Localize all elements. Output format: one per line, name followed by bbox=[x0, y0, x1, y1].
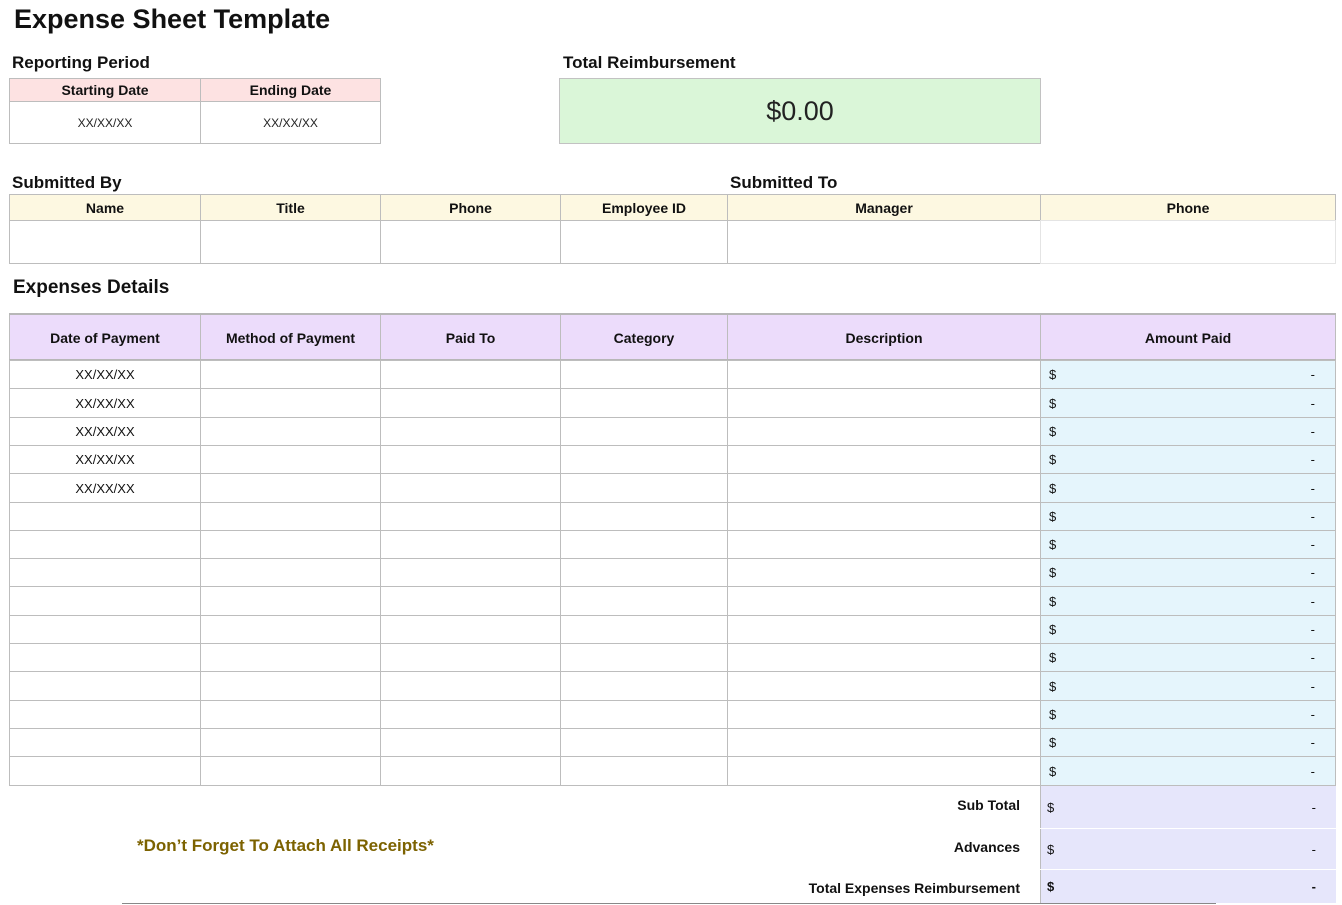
amount-value: - bbox=[1310, 537, 1315, 552]
sub-total-value: - bbox=[1311, 799, 1316, 815]
paid-to-cell[interactable] bbox=[380, 728, 561, 757]
amount-currency: $ bbox=[1049, 565, 1057, 580]
ending-date-field[interactable]: XX/XX/XX bbox=[200, 101, 381, 144]
date-of-payment-cell[interactable] bbox=[9, 530, 201, 559]
amount-currency: $ bbox=[1049, 593, 1057, 609]
bottom-divider bbox=[122, 903, 1216, 904]
paid-to-cell[interactable] bbox=[380, 445, 561, 474]
amount-value: - bbox=[1310, 480, 1315, 496]
description-cell[interactable] bbox=[727, 615, 1041, 644]
amount-currency: $ bbox=[1049, 622, 1057, 637]
description-cell[interactable] bbox=[727, 530, 1041, 559]
amount-currency: $ bbox=[1049, 367, 1057, 382]
amount-paid-cell[interactable] bbox=[1040, 388, 1336, 418]
submitted-by-label: Submitted By bbox=[12, 173, 122, 192]
advances-value: - bbox=[1311, 841, 1316, 857]
description-cell[interactable] bbox=[727, 671, 1041, 701]
method-of-payment-cell[interactable] bbox=[200, 615, 381, 644]
amount-paid-header: Amount Paid bbox=[1040, 314, 1336, 361]
sub-total-label: Sub Total bbox=[957, 797, 1020, 813]
method-of-payment-cell[interactable] bbox=[200, 530, 381, 559]
submitted-to-manager-header: Manager bbox=[727, 194, 1041, 221]
description-cell[interactable] bbox=[727, 360, 1041, 389]
amount-value: - bbox=[1310, 650, 1315, 665]
amount-currency: $ bbox=[1049, 537, 1057, 552]
receipts-reminder: *Don’t Forget To Attach All Receipts* bbox=[137, 836, 434, 855]
category-cell[interactable] bbox=[560, 417, 728, 446]
submitted-by-title-header: Title bbox=[200, 194, 381, 221]
method-of-payment-cell[interactable] bbox=[200, 360, 381, 389]
category-cell[interactable] bbox=[560, 700, 728, 729]
description-cell[interactable] bbox=[727, 388, 1041, 418]
amount-currency: $ bbox=[1049, 763, 1057, 779]
description-cell[interactable] bbox=[727, 643, 1041, 672]
date-of-payment-cell[interactable]: XX/XX/XX bbox=[9, 360, 201, 389]
total-reimbursement-label: Total Reimbursement bbox=[563, 53, 736, 72]
amount-paid-cell[interactable] bbox=[1040, 671, 1336, 701]
date-of-payment-cell[interactable]: XX/XX/XX bbox=[9, 473, 201, 503]
amount-value: - bbox=[1310, 763, 1315, 779]
total-currency: $ bbox=[1047, 879, 1055, 894]
description-cell[interactable] bbox=[727, 473, 1041, 503]
paid-to-cell[interactable] bbox=[380, 473, 561, 503]
date-of-payment-cell[interactable] bbox=[9, 671, 201, 701]
amount-value: - bbox=[1310, 395, 1315, 411]
date-of-payment-cell[interactable] bbox=[9, 615, 201, 644]
method-of-payment-cell[interactable] bbox=[200, 643, 381, 672]
submitted-by-name-field[interactable] bbox=[9, 220, 201, 264]
category-cell[interactable] bbox=[560, 502, 728, 531]
category-cell[interactable] bbox=[560, 530, 728, 559]
sub-total-cell bbox=[1040, 786, 1336, 828]
date-of-payment-header: Date of Payment bbox=[9, 314, 201, 361]
amount-currency: $ bbox=[1049, 480, 1057, 496]
amount-value: - bbox=[1310, 622, 1315, 637]
paid-to-cell[interactable] bbox=[380, 700, 561, 729]
date-of-payment-cell[interactable] bbox=[9, 502, 201, 531]
submitted-by-employee-id-field[interactable] bbox=[560, 220, 728, 264]
submitted-by-phone-header: Phone bbox=[380, 194, 561, 221]
description-cell[interactable] bbox=[727, 417, 1041, 446]
amount-paid-cell[interactable] bbox=[1040, 756, 1336, 786]
date-of-payment-cell[interactable]: XX/XX/XX bbox=[9, 388, 201, 418]
submitted-by-name-header: Name bbox=[9, 194, 201, 221]
amount-value: - bbox=[1310, 424, 1315, 439]
date-of-payment-cell[interactable] bbox=[9, 643, 201, 672]
expenses-details-label: Expenses Details bbox=[13, 277, 170, 298]
method-of-payment-cell[interactable] bbox=[200, 417, 381, 446]
paid-to-cell[interactable] bbox=[380, 530, 561, 559]
method-of-payment-header: Method of Payment bbox=[200, 314, 381, 361]
amount-currency: $ bbox=[1049, 735, 1057, 750]
category-cell[interactable] bbox=[560, 445, 728, 474]
method-of-payment-cell[interactable] bbox=[200, 473, 381, 503]
page-title: Expense Sheet Template bbox=[14, 4, 331, 34]
amount-value: - bbox=[1310, 678, 1315, 694]
paid-to-cell[interactable] bbox=[380, 643, 561, 672]
amount-value: - bbox=[1310, 452, 1315, 467]
method-of-payment-cell[interactable] bbox=[200, 671, 381, 701]
description-header: Description bbox=[727, 314, 1041, 361]
paid-to-cell[interactable] bbox=[380, 502, 561, 531]
paid-to-cell[interactable] bbox=[380, 671, 561, 701]
description-cell[interactable] bbox=[727, 728, 1041, 757]
starting-date-header: Starting Date bbox=[9, 78, 201, 102]
date-of-payment-cell[interactable] bbox=[9, 586, 201, 616]
amount-paid-cell[interactable] bbox=[1040, 502, 1336, 531]
amount-currency: $ bbox=[1049, 650, 1057, 665]
submitted-to-manager-field[interactable] bbox=[727, 220, 1041, 264]
paid-to-header: Paid To bbox=[380, 314, 561, 361]
date-of-payment-cell[interactable] bbox=[9, 728, 201, 757]
description-cell[interactable] bbox=[727, 756, 1041, 786]
category-cell[interactable] bbox=[560, 643, 728, 672]
method-of-payment-cell[interactable] bbox=[200, 502, 381, 531]
category-cell[interactable] bbox=[560, 728, 728, 757]
amount-paid-cell[interactable] bbox=[1040, 417, 1336, 446]
method-of-payment-cell[interactable] bbox=[200, 388, 381, 418]
date-of-payment-cell[interactable] bbox=[9, 700, 201, 729]
date-of-payment-cell[interactable]: XX/XX/XX bbox=[9, 417, 201, 446]
paid-to-cell[interactable] bbox=[380, 360, 561, 389]
amount-paid-cell[interactable] bbox=[1040, 643, 1336, 672]
submitted-by-employee-id-header: Employee ID bbox=[560, 194, 728, 221]
description-cell[interactable] bbox=[727, 445, 1041, 474]
amount-paid-cell[interactable] bbox=[1040, 728, 1336, 757]
method-of-payment-cell[interactable] bbox=[200, 756, 381, 786]
advances-label: Advances bbox=[953, 839, 1020, 855]
description-cell[interactable] bbox=[727, 700, 1041, 729]
category-cell[interactable] bbox=[560, 586, 728, 616]
amount-currency: $ bbox=[1049, 678, 1057, 694]
description-cell[interactable] bbox=[727, 586, 1041, 616]
submitted-to-label: Submitted To bbox=[730, 173, 838, 192]
total-reimbursement-value: $0.00 bbox=[559, 78, 1041, 144]
description-cell[interactable] bbox=[727, 558, 1041, 587]
starting-date-field[interactable]: XX/XX/XX bbox=[9, 101, 201, 144]
description-cell[interactable] bbox=[727, 502, 1041, 531]
paid-to-cell[interactable] bbox=[380, 558, 561, 587]
submitted-by-title-field[interactable] bbox=[200, 220, 381, 264]
paid-to-cell[interactable] bbox=[380, 756, 561, 786]
method-of-payment-cell[interactable] bbox=[200, 586, 381, 616]
advances-currency: $ bbox=[1047, 841, 1055, 857]
amount-currency: $ bbox=[1049, 509, 1057, 524]
method-of-payment-cell[interactable] bbox=[200, 558, 381, 587]
method-of-payment-cell[interactable] bbox=[200, 445, 381, 474]
amount-currency: $ bbox=[1049, 424, 1057, 439]
total-expenses-reimbursement-cell bbox=[1040, 870, 1336, 903]
amount-value: - bbox=[1310, 593, 1315, 609]
category-cell[interactable] bbox=[560, 473, 728, 503]
paid-to-cell[interactable] bbox=[380, 615, 561, 644]
amount-paid-cell[interactable] bbox=[1040, 615, 1336, 644]
amount-paid-cell[interactable] bbox=[1040, 586, 1336, 616]
paid-to-cell[interactable] bbox=[380, 388, 561, 418]
category-cell[interactable] bbox=[560, 756, 728, 786]
method-of-payment-cell[interactable] bbox=[200, 700, 381, 729]
amount-currency: $ bbox=[1049, 395, 1057, 411]
amount-value: - bbox=[1310, 509, 1315, 524]
date-of-payment-cell[interactable] bbox=[9, 756, 201, 786]
date-of-payment-cell[interactable] bbox=[9, 558, 201, 587]
paid-to-cell[interactable] bbox=[380, 586, 561, 616]
category-cell[interactable] bbox=[560, 360, 728, 389]
amount-value: - bbox=[1310, 367, 1315, 382]
amount-paid-cell[interactable] bbox=[1040, 473, 1336, 503]
amount-value: - bbox=[1310, 707, 1315, 722]
amount-value: - bbox=[1310, 565, 1315, 580]
amount-currency: $ bbox=[1049, 452, 1057, 467]
amount-paid-cell[interactable] bbox=[1040, 558, 1336, 587]
ending-date-header: Ending Date bbox=[200, 78, 381, 102]
total-value: - bbox=[1311, 879, 1316, 894]
submitted-to-phone-field[interactable] bbox=[1040, 220, 1336, 264]
amount-paid-cell[interactable] bbox=[1040, 360, 1336, 389]
category-cell[interactable] bbox=[560, 388, 728, 418]
category-header: Category bbox=[560, 314, 728, 361]
submitted-to-phone-header: Phone bbox=[1040, 194, 1336, 221]
category-cell[interactable] bbox=[560, 615, 728, 644]
submitted-by-phone-field[interactable] bbox=[380, 220, 561, 264]
amount-paid-cell[interactable] bbox=[1040, 530, 1336, 559]
date-of-payment-cell[interactable]: XX/XX/XX bbox=[9, 445, 201, 474]
paid-to-cell[interactable] bbox=[380, 417, 561, 446]
advances-cell[interactable] bbox=[1040, 829, 1336, 869]
amount-currency: $ bbox=[1049, 707, 1057, 722]
category-cell[interactable] bbox=[560, 558, 728, 587]
total-expenses-reimbursement-label: Total Expenses Reimbursement bbox=[808, 880, 1020, 896]
reporting-period-label: Reporting Period bbox=[12, 53, 150, 72]
sub-total-currency: $ bbox=[1047, 799, 1055, 815]
amount-paid-cell[interactable] bbox=[1040, 700, 1336, 729]
method-of-payment-cell[interactable] bbox=[200, 728, 381, 757]
amount-value: - bbox=[1310, 735, 1315, 750]
amount-paid-cell[interactable] bbox=[1040, 445, 1336, 474]
category-cell[interactable] bbox=[560, 671, 728, 701]
